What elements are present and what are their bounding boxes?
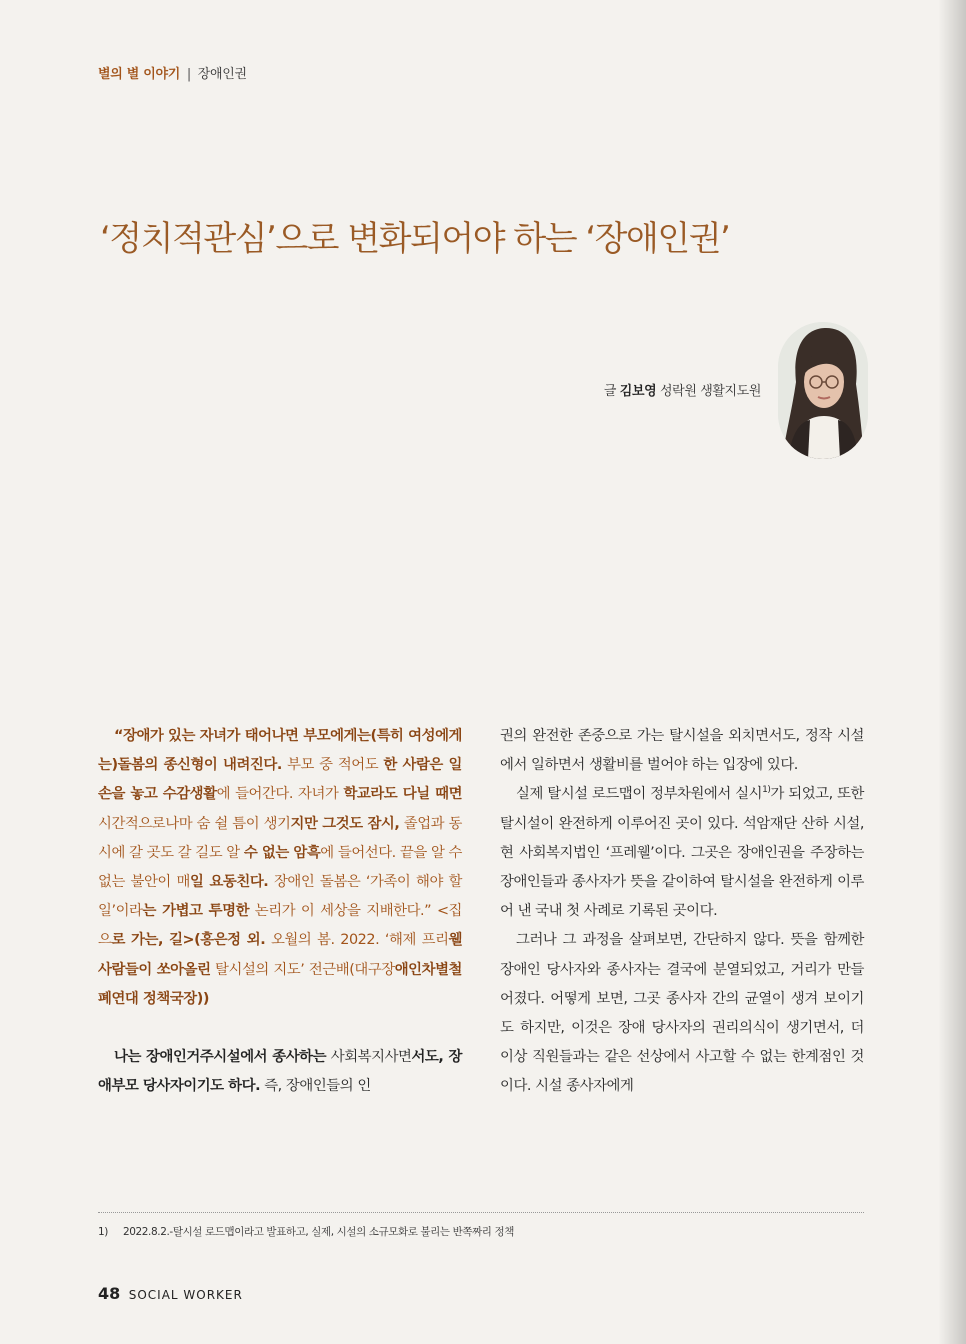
- body-paragraph-3: 그러나 그 과정을 살펴보면, 간단하지 않다. 뜻을 함께한 장애인 당사자와 종사자는 결국에 분열되었고, 거리가 만들어졌다. 어떻게 보면, 그곳 종사자 간의 균열이 생겨 보이기도 하지만, 이것은 장애 당사자의 권리의식이 생기면서, 더 이상 직원들과는 같은 선상에서 사고할 수 없는 한계점인 것이다. 시설 종사자에게: [500, 932, 864, 1095]
- footnote-ref: 1): [762, 785, 771, 796]
- author-name: 김보영: [619, 384, 657, 399]
- article-title: ‘정치적관심’으로 변화되어야 하는 ‘장애인권’: [100, 218, 730, 259]
- footnote-text: 2022.8.2.-탈시설 로드맵이라고 발표하고, 실제, 시설의 소규모화로 불리는 반쪽짜리 정책: [122, 1226, 514, 1238]
- footnote-divider: [98, 1212, 864, 1213]
- portrait-illustration: [778, 322, 868, 459]
- section-label: [98, 63, 247, 82]
- footnote: [98, 1224, 514, 1239]
- page-edge-shadow: [938, 0, 966, 1344]
- section-topic: 장애인권: [197, 67, 247, 82]
- right-column: [500, 722, 864, 1102]
- page-number: 48: [98, 1284, 121, 1303]
- separator: |: [186, 67, 191, 82]
- body-paragraph-2: 실제 탈시설 로드맵이 정부차원에서 실시$^{1)}$가 되었고, 또한 탈시설이 완전하게 이루어진 곳이 있다. 석암재단 산하 시설, 현 사회복지법인 ‘프레웰’이다. 그곳은 장애인권을 주장하는 장애인들과 종사자가 뜻을 같이하여 탈시설을 완전하게 이루어 낸 국내 첫 사례로 기록된 곳이다.: [500, 785, 864, 920]
- magazine-name: SOCIAL WORKER: [128, 1288, 243, 1302]
- body-paragraph-1: 권의 완전한 존중으로 가는 탈시설을 외치면서도, 정작 시설에서 일하면서 생활비를 벌어야 하는 입장에 있다.: [500, 728, 864, 774]
- author-portrait: [778, 322, 868, 459]
- opening-quote: “장애가 있는 자녀가 태어나면 부모에게는(특히 여성에게는)돌봄의 종신형이 내려진다. 부모 중 적어도 한 사람은 일손을 놓고 수감생활에 들어간다. 자녀가 학교라도 다닐 때면 시간적으로나마 숨 쉴 틈이 생기지만 그것도 잠시, 졸업과 동시에 갈 곳도 갈 길도 알 수 없는 암흑에 들어선다. 끝을 알 수 없는 불안이 매일 요동친다. 장애인 돌봄은 ‘가족이 해야 할 일’이라는 가볍고 투명한 논리가 이 세상을 지배한다.” <집으로 가는, 길>(홍은정 외. 오월의 봄. 2022. ‘해제 프리웰 사람들이 쏘아올린 탈시설의 지도’ 전근배(대구장애인차별철폐연대 정책국장)): [98, 728, 463, 1007]
- footnote-number: 1): [98, 1226, 108, 1238]
- left-column: [98, 722, 462, 1101]
- lead-paragraph: 나는 장애인거주시설에서 종사하는 사회복지사면서도, 장애부모 당사자이기도 하다. 즉, 장애인들의 인: [98, 1049, 462, 1095]
- byline-prefix: 글: [603, 384, 617, 399]
- page-footer: [98, 1284, 243, 1303]
- author-affiliation: 성락원 생활지도원: [660, 384, 761, 399]
- series-name: 별의 별 이야기: [98, 67, 180, 82]
- byline: [604, 380, 761, 399]
